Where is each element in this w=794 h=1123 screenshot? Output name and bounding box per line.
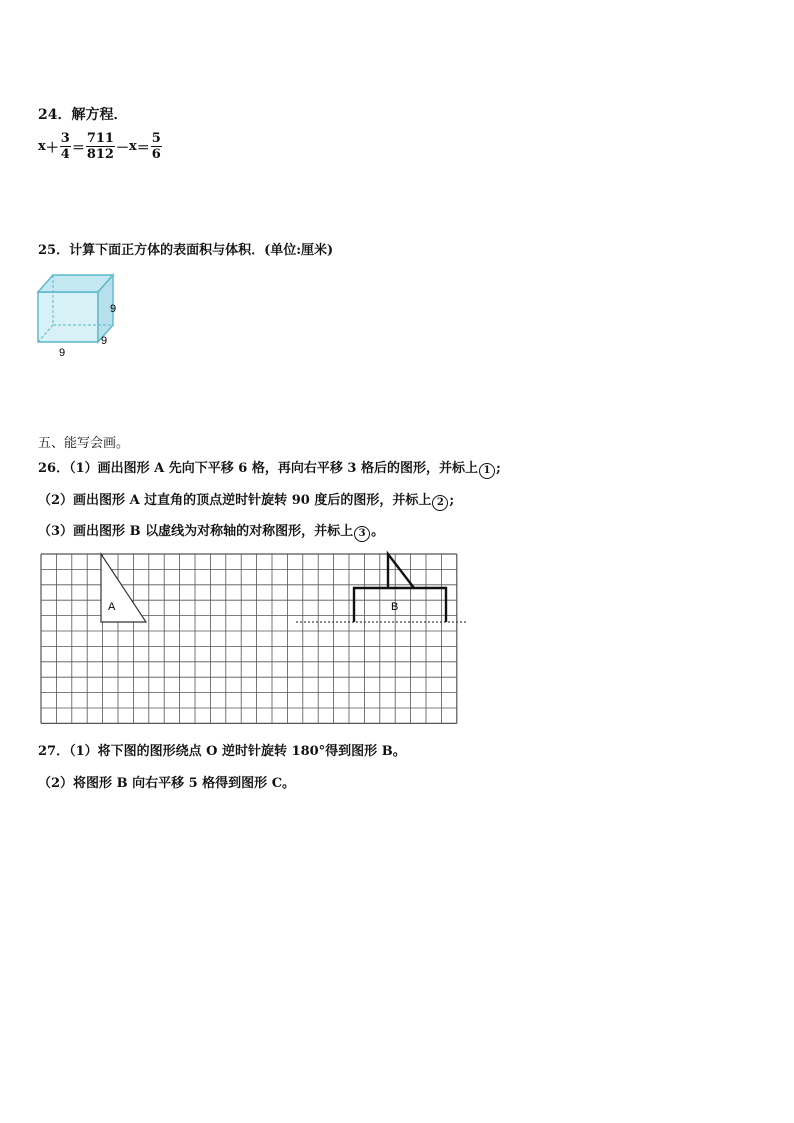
- eq-minus: －: [115, 141, 129, 156]
- fraction-711-812: $\frac{711}{812}$: [86, 131, 114, 162]
- q26-part-2: （2）画出图形 A 过直角的顶点逆时针旋转 90 度后的图形，并标上 2 ;: [38, 489, 454, 511]
- eq-variable-x: x: [38, 139, 46, 154]
- cube-front-face: [38, 292, 98, 342]
- eq-equals: ＝: [71, 141, 85, 156]
- q26-part-1: 26．（1）画出图形 A 先向下平移 6 格，再向右平移 3 格后的图形，并标上 1 ;: [38, 457, 501, 479]
- q24-title: 24．解方程．: [38, 107, 128, 123]
- q24-equation: [38, 131, 163, 162]
- eq-variable-x: x: [129, 139, 137, 154]
- cube-figure: [30, 262, 130, 362]
- shape-b-flag: [388, 554, 414, 588]
- circled-number-3: 3: [354, 526, 370, 542]
- cube-depth-label: 9: [101, 335, 108, 347]
- circled-number-2: 2: [432, 495, 448, 511]
- eq-plus: ＋: [45, 141, 59, 156]
- cube-width-label: 9: [59, 347, 66, 359]
- shape-b-label: B: [391, 601, 399, 613]
- cube-height-label: 9: [110, 303, 117, 315]
- eq-equals: ＝: [136, 141, 150, 156]
- q27-part-2: （2）将图形 B 向右平移 5 格得到图形 C。: [38, 776, 296, 791]
- shape-a-label: A: [108, 601, 116, 613]
- q27-part-1: 27．（1）将下图的图形绕点 O 逆时针旋转 180°得到图形 B。: [38, 744, 406, 759]
- section-5-title: 五、能写会画。: [38, 436, 130, 451]
- circled-number-1: 1: [479, 463, 495, 479]
- fraction-5-6: $\frac{5}{6}$: [151, 131, 161, 162]
- fraction-3-4: $\frac{3}{4}$: [60, 131, 70, 162]
- q25-title: 25．计算下面正方体的表面积与体积．(单位:厘米): [38, 243, 334, 258]
- drawing-grid: [38, 549, 468, 729]
- q26-part-3: （3）画出图形 B 以虚线为对称轴的对称图形，并标上 3 。: [38, 520, 384, 542]
- shape-b-outline: [354, 588, 446, 622]
